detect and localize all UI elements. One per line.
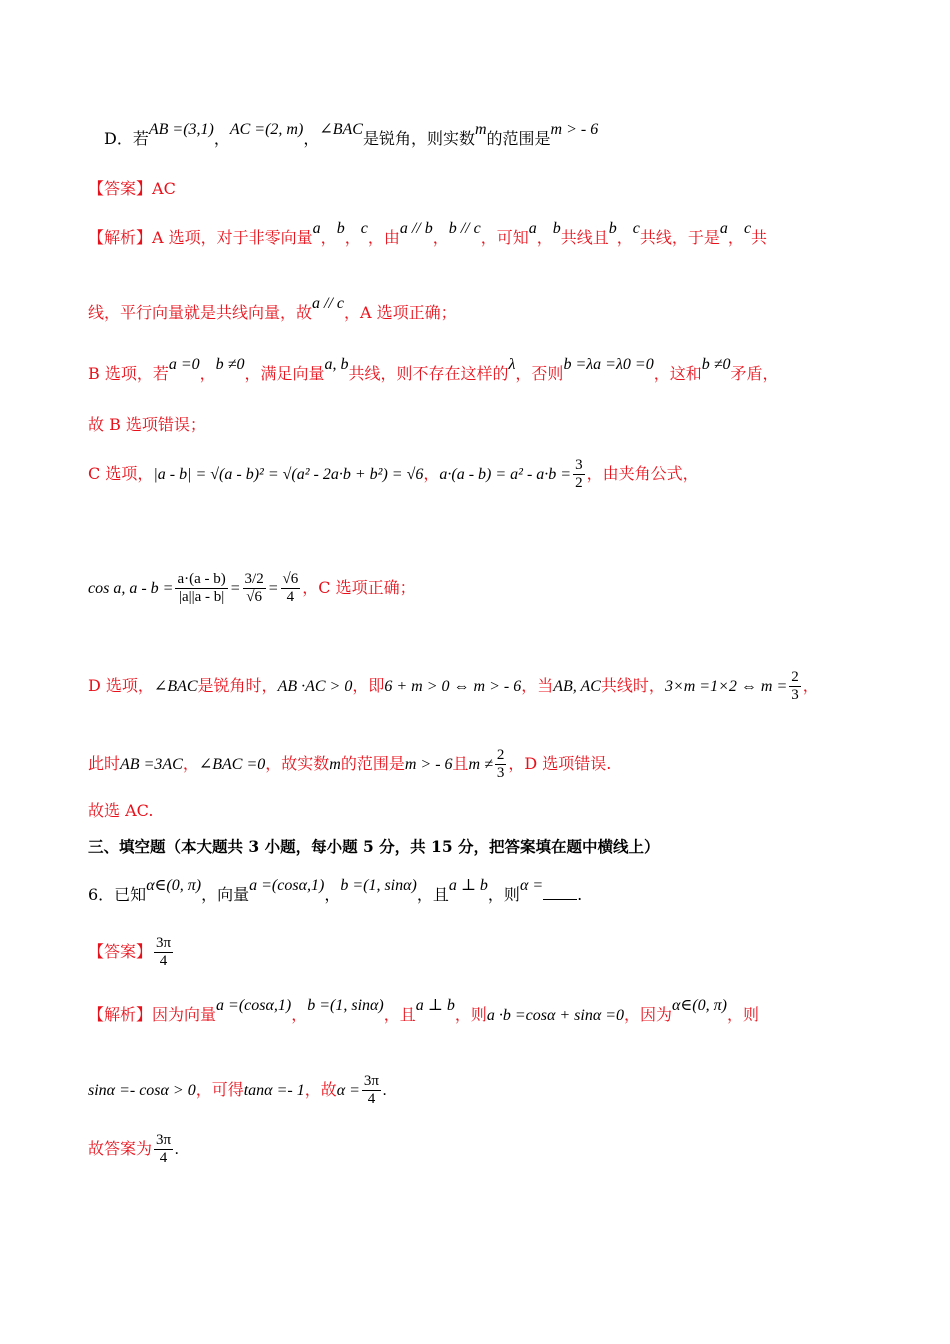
- text: D 选项，: [88, 676, 154, 695]
- text: ，则: [726, 1005, 759, 1024]
- fraction: $\frac{3\pi}{4}$: [156, 1132, 172, 1166]
- analysis-6-line-3: [88, 1127, 860, 1171]
- text: ，由: [367, 228, 400, 247]
- math: b // c: [448, 220, 481, 237]
- text: 6．已知: [88, 885, 147, 904]
- math: λ: [508, 356, 516, 373]
- math: c: [360, 220, 368, 237]
- math: m ≠: [468, 756, 493, 773]
- math: c: [743, 220, 752, 237]
- math: a // b: [399, 220, 433, 237]
- text: ，则: [487, 885, 520, 904]
- text: ，可知: [480, 228, 529, 247]
- text: ，且: [383, 1005, 416, 1024]
- text: 共线，于是: [639, 228, 720, 247]
- text: ，由夹角公式，: [586, 464, 699, 483]
- math: b =(1, sinα): [340, 877, 417, 894]
- math: α∈(0, π): [672, 997, 727, 1014]
- math: b: [552, 220, 561, 237]
- text: 线，平行向量就是共线向量，故: [88, 303, 313, 322]
- fraction: $\frac{3/2}{√6}$: [244, 571, 264, 605]
- analysis-line-i: [88, 800, 860, 822]
- math: a: [312, 220, 321, 237]
- math-angle-bac: ∠BAC: [319, 121, 363, 138]
- answer-tag: 【答案】: [88, 942, 153, 961]
- text: ，向量: [201, 885, 250, 904]
- comma: ，: [303, 129, 320, 148]
- fraction: $\frac{√6}{4}$: [282, 571, 299, 605]
- math: =: [267, 580, 279, 597]
- text: 的范围是: [486, 129, 551, 148]
- text: 且: [452, 754, 469, 773]
- analysis-line-f: [88, 556, 860, 620]
- analysis-line-g: [88, 664, 860, 708]
- math: b ≠0: [701, 356, 731, 373]
- text: 的范围是: [340, 754, 405, 773]
- text: ，: [616, 228, 633, 247]
- math: 6 + m > 0 ⇔ m > - 6: [384, 678, 522, 695]
- analysis-tag: 【解析】: [88, 1005, 153, 1024]
- math: ∠BAC: [153, 678, 198, 695]
- fraction: $\frac{a\cdot(a - b)}{|a||a - b|}$: [177, 571, 226, 605]
- analysis-6-line-2: [88, 1068, 860, 1112]
- text: ，C 选项正确；: [302, 578, 416, 597]
- text: ，且: [416, 885, 449, 904]
- text: ，: [324, 885, 341, 904]
- analysis-line-a: [88, 220, 860, 250]
- text: ，: [802, 676, 819, 695]
- fraction: $\frac{3\pi}{4}$: [363, 1073, 379, 1107]
- answer-tag: 【答案】: [88, 179, 153, 198]
- math: tanα =- 1: [243, 1082, 305, 1099]
- text: 故 B 选项错误；: [88, 415, 206, 434]
- fraction: $\frac{2}{3}$: [496, 747, 505, 781]
- math: m > - 6: [404, 756, 453, 773]
- text: ，可得: [195, 1080, 244, 1099]
- math: 3×m =1×2 ⇔ m =: [664, 678, 788, 695]
- math: a =0: [168, 356, 200, 373]
- math: a // c: [312, 295, 345, 312]
- text: ，当: [521, 676, 554, 695]
- text: ，: [423, 464, 440, 483]
- answer-value: AC: [152, 179, 176, 198]
- text: 矛盾，: [730, 364, 779, 383]
- math: a =(cosα,1): [216, 997, 292, 1014]
- math: AB ·AC > 0: [277, 678, 353, 695]
- text: ，: [432, 228, 449, 247]
- text: .: [383, 1082, 387, 1099]
- analysis-tag: 【解析】: [88, 228, 153, 247]
- math: a ·b =cosα + sinα =0: [486, 1007, 625, 1024]
- math: a·(a - b) = a² - a·b =: [439, 466, 572, 483]
- text: .: [577, 885, 583, 904]
- text: ，否则: [515, 364, 564, 383]
- text: 共线且: [560, 228, 609, 247]
- comma: ，: [213, 129, 230, 148]
- question-6: [88, 877, 860, 907]
- math-range: m > - 6: [550, 121, 599, 138]
- math: =: [229, 580, 241, 597]
- text: 因为向量: [152, 1005, 217, 1024]
- text: 故选 AC.: [88, 801, 154, 820]
- analysis-line-h: [88, 742, 860, 786]
- math: m: [329, 756, 341, 773]
- math: a ⊥ b: [448, 877, 488, 894]
- math: α =: [336, 1082, 360, 1099]
- text: ，: [182, 754, 199, 773]
- text: 共线时，: [600, 676, 665, 695]
- analysis-line-c: [88, 356, 860, 386]
- text: 共线，则不存在这样的: [348, 364, 509, 383]
- text: ，D 选项错误.: [508, 754, 612, 773]
- text: ，: [199, 364, 216, 383]
- math: α =: [519, 877, 544, 894]
- math: c: [632, 220, 640, 237]
- math: α∈(0, π): [146, 877, 202, 894]
- math: a =(cosα,1): [249, 877, 325, 894]
- math: b: [608, 220, 617, 237]
- math: a, b: [324, 356, 349, 373]
- text: C 选项，: [88, 464, 154, 483]
- text: .: [175, 1141, 180, 1158]
- math-m: m: [474, 121, 487, 138]
- fraction: $\frac{3}{2}$: [575, 457, 583, 491]
- section-3-heading: [88, 836, 860, 858]
- analysis-line-e: [88, 452, 860, 496]
- text: B 选项，若: [88, 364, 169, 383]
- text: ，A 选项正确；: [344, 303, 457, 322]
- math: AB, AC: [553, 678, 601, 695]
- math: b ≠0: [215, 356, 245, 373]
- math: AB =3AC: [120, 756, 183, 773]
- fraction: $\frac{3\pi}{4}$: [156, 935, 172, 969]
- math: cos a, a - b =: [88, 580, 174, 597]
- text: ，因为: [624, 1005, 673, 1024]
- math: a: [719, 220, 728, 237]
- text: ，: [727, 228, 744, 247]
- answer-line-1: [88, 178, 860, 200]
- math: a ⊥ b: [415, 997, 455, 1014]
- math: |a - b| = √(a - b)² = √(a² - 2a·b + b²) = √6: [153, 466, 424, 483]
- fraction: $\frac{2}{3}$: [791, 669, 799, 703]
- math-ab-vector: AB =(3,1): [148, 121, 214, 138]
- math: sinα =- cosα > 0: [88, 1082, 196, 1099]
- math: b =(1, sinα): [307, 997, 384, 1014]
- analysis-line-b: [88, 295, 860, 325]
- text: ，则: [454, 1005, 487, 1024]
- math: b: [336, 220, 345, 237]
- answer-line-6: [88, 930, 860, 974]
- text: 是锐角，则实数: [362, 129, 475, 148]
- text: ，故: [304, 1080, 337, 1099]
- text: A 选项，对于非零向量: [152, 228, 313, 247]
- text: ，: [344, 228, 361, 247]
- math-ac-vector: AC =(2, m): [229, 121, 304, 138]
- math: a: [528, 220, 537, 237]
- math: b =λa =λ0 =0: [563, 356, 654, 373]
- option-d-prefix: D．若: [104, 129, 149, 148]
- text: 故答案为: [88, 1139, 153, 1158]
- text: ，满足向量: [244, 364, 325, 383]
- text: ，这和: [653, 364, 702, 383]
- analysis-line-d: [88, 414, 860, 436]
- analysis-6-line-1: [88, 997, 860, 1027]
- section-title: 三、填空题（本大题共 3 小题，每小题 5 分，共 15 分，把答案填在题中横线上）: [88, 837, 660, 856]
- math: ∠BAC =0: [198, 756, 266, 773]
- answer-blank: [543, 885, 577, 900]
- text: ，: [536, 228, 553, 247]
- text: 是锐角时，: [197, 676, 278, 695]
- text: ，即: [352, 676, 385, 695]
- text: ，: [291, 1005, 308, 1024]
- text: 共: [751, 228, 768, 247]
- option-d-line: [104, 121, 860, 151]
- text: ，故实数: [265, 754, 330, 773]
- text: ，: [320, 228, 337, 247]
- text: 此时: [88, 754, 121, 773]
